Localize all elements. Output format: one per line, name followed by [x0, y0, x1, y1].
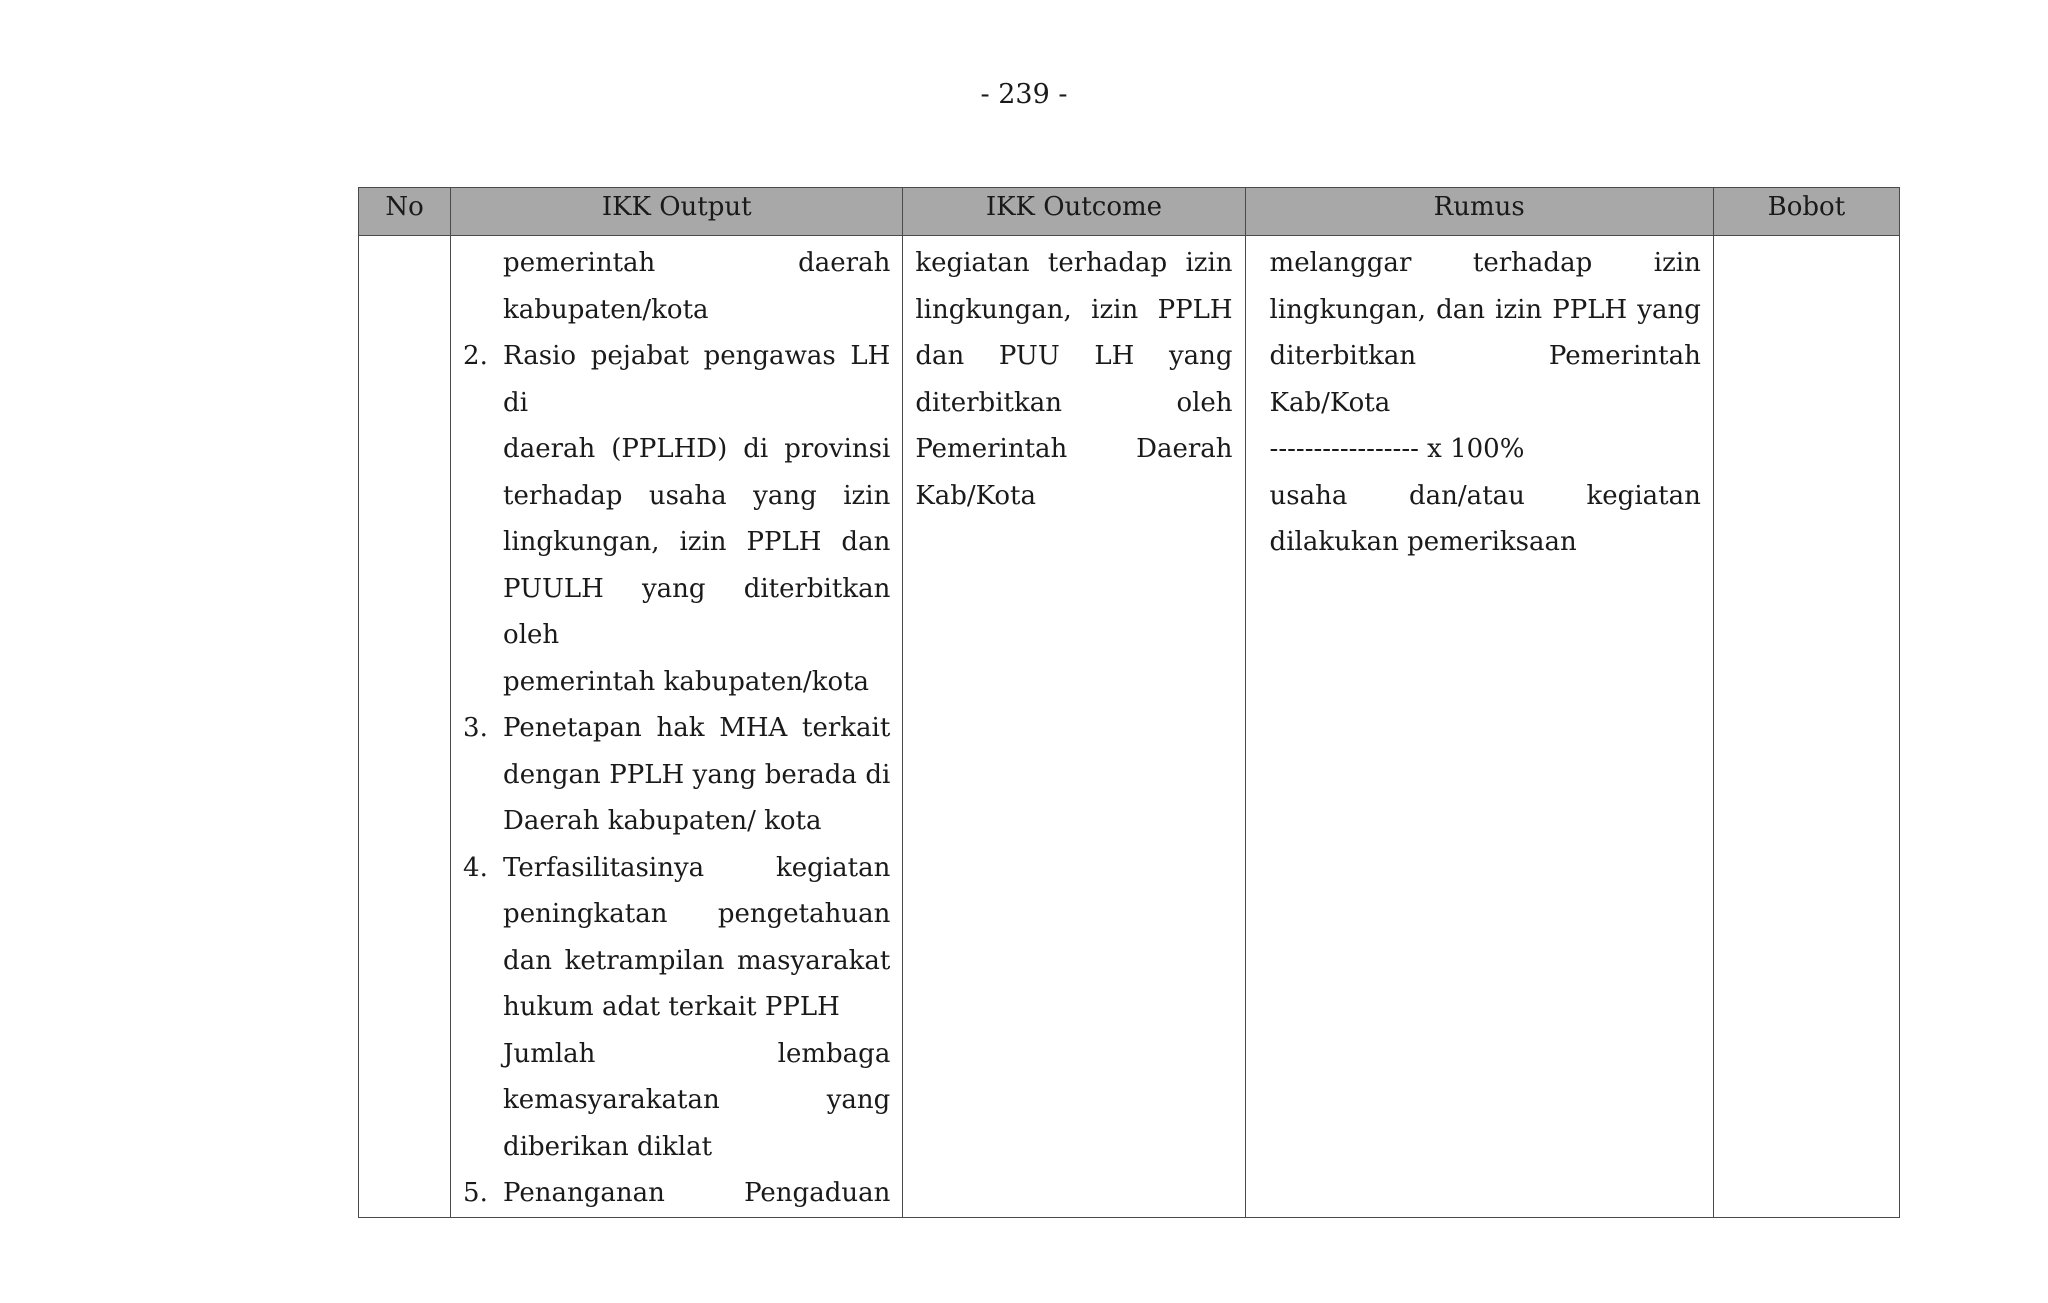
text-line: usaha dan/atau kegiatan	[1269, 480, 1701, 511]
page-number: - 239 -	[980, 79, 1068, 110]
list-number: 4.	[463, 852, 488, 883]
text-line: terhadap usaha yang izin	[503, 480, 891, 511]
text-line: Jumlah lembaga	[503, 1038, 891, 1069]
cell-bobot	[1713, 236, 1899, 1218]
indicator-table	[358, 187, 1900, 1218]
text-line: lingkungan, izin PPLH	[915, 294, 1233, 325]
text-line: PUULH yang diterbitkan oleh	[503, 573, 891, 650]
text-line: Rasio pejabat pengawas LH di	[503, 341, 891, 418]
list-number: 5.	[463, 1178, 488, 1208]
output-continuation	[463, 240, 890, 333]
text-line: hukum adat terkait PPLH	[503, 992, 840, 1022]
text-line: diterbitkan Pemerintah	[1269, 341, 1701, 371]
text-line: Terfasilitasinya kegiatan	[503, 852, 891, 883]
list-item	[463, 705, 890, 845]
header-no: No	[359, 188, 451, 236]
text-line: pemerintah kabupaten/kota	[503, 666, 870, 697]
text-line: melanggar terhadap izin	[1269, 248, 1701, 278]
text-line: Penetapan hak MHA terkait	[503, 713, 891, 743]
list-item	[463, 1170, 890, 1217]
text-line: diterbitkan oleh	[915, 387, 1233, 418]
formula-divider: ----------------- x 100%	[1269, 434, 1525, 464]
text-line: dengan PPLH yang berada di	[503, 759, 891, 790]
cell-ikk-outcome	[903, 236, 1245, 1218]
cell-rumus	[1245, 236, 1713, 1218]
cell-no	[359, 236, 451, 1218]
list-item	[463, 333, 890, 705]
text-line: dan ketrampilan masyarakat	[503, 945, 891, 976]
list-number: 2.	[463, 341, 488, 371]
text-line: dilakukan pemeriksaan	[1269, 527, 1577, 557]
cell-ikk-output	[451, 236, 903, 1218]
text-line: daerah (PPLHD) di provinsi	[503, 434, 891, 464]
header-ikk-outcome: IKK Outcome	[903, 188, 1245, 236]
header-ikk-output: IKK Output	[451, 188, 903, 236]
text-line: Penanganan Pengaduan	[503, 1178, 891, 1208]
text-line: Pemerintah Daerah	[915, 434, 1233, 464]
list-number: 3.	[463, 713, 488, 743]
text-line: peningkatan pengetahuan	[503, 899, 891, 929]
text-line: kabupaten/kota	[503, 294, 709, 325]
header-rumus: Rumus	[1245, 188, 1713, 236]
header-bobot: Bobot	[1713, 188, 1899, 236]
text-line: Kab/Kota	[1269, 387, 1391, 418]
text-line: diberikan diklat	[503, 1131, 713, 1162]
list-item	[463, 845, 890, 1171]
text-line: Daerah kabupaten/ kota	[503, 806, 822, 836]
text-line: lingkungan, dan izin PPLH yang	[1269, 294, 1701, 325]
text-line: kegiatan terhadap izin	[915, 248, 1233, 278]
text-line: Kab/Kota	[915, 480, 1036, 511]
table-header-row	[359, 188, 1900, 236]
text-line: pemerintah daerah	[503, 248, 891, 278]
text-line: kemasyarakatan yang	[503, 1085, 891, 1115]
table-row	[359, 236, 1900, 1218]
text-line: lingkungan, izin PPLH dan	[503, 527, 891, 557]
text-line: dan PUU LH yang	[915, 341, 1233, 371]
